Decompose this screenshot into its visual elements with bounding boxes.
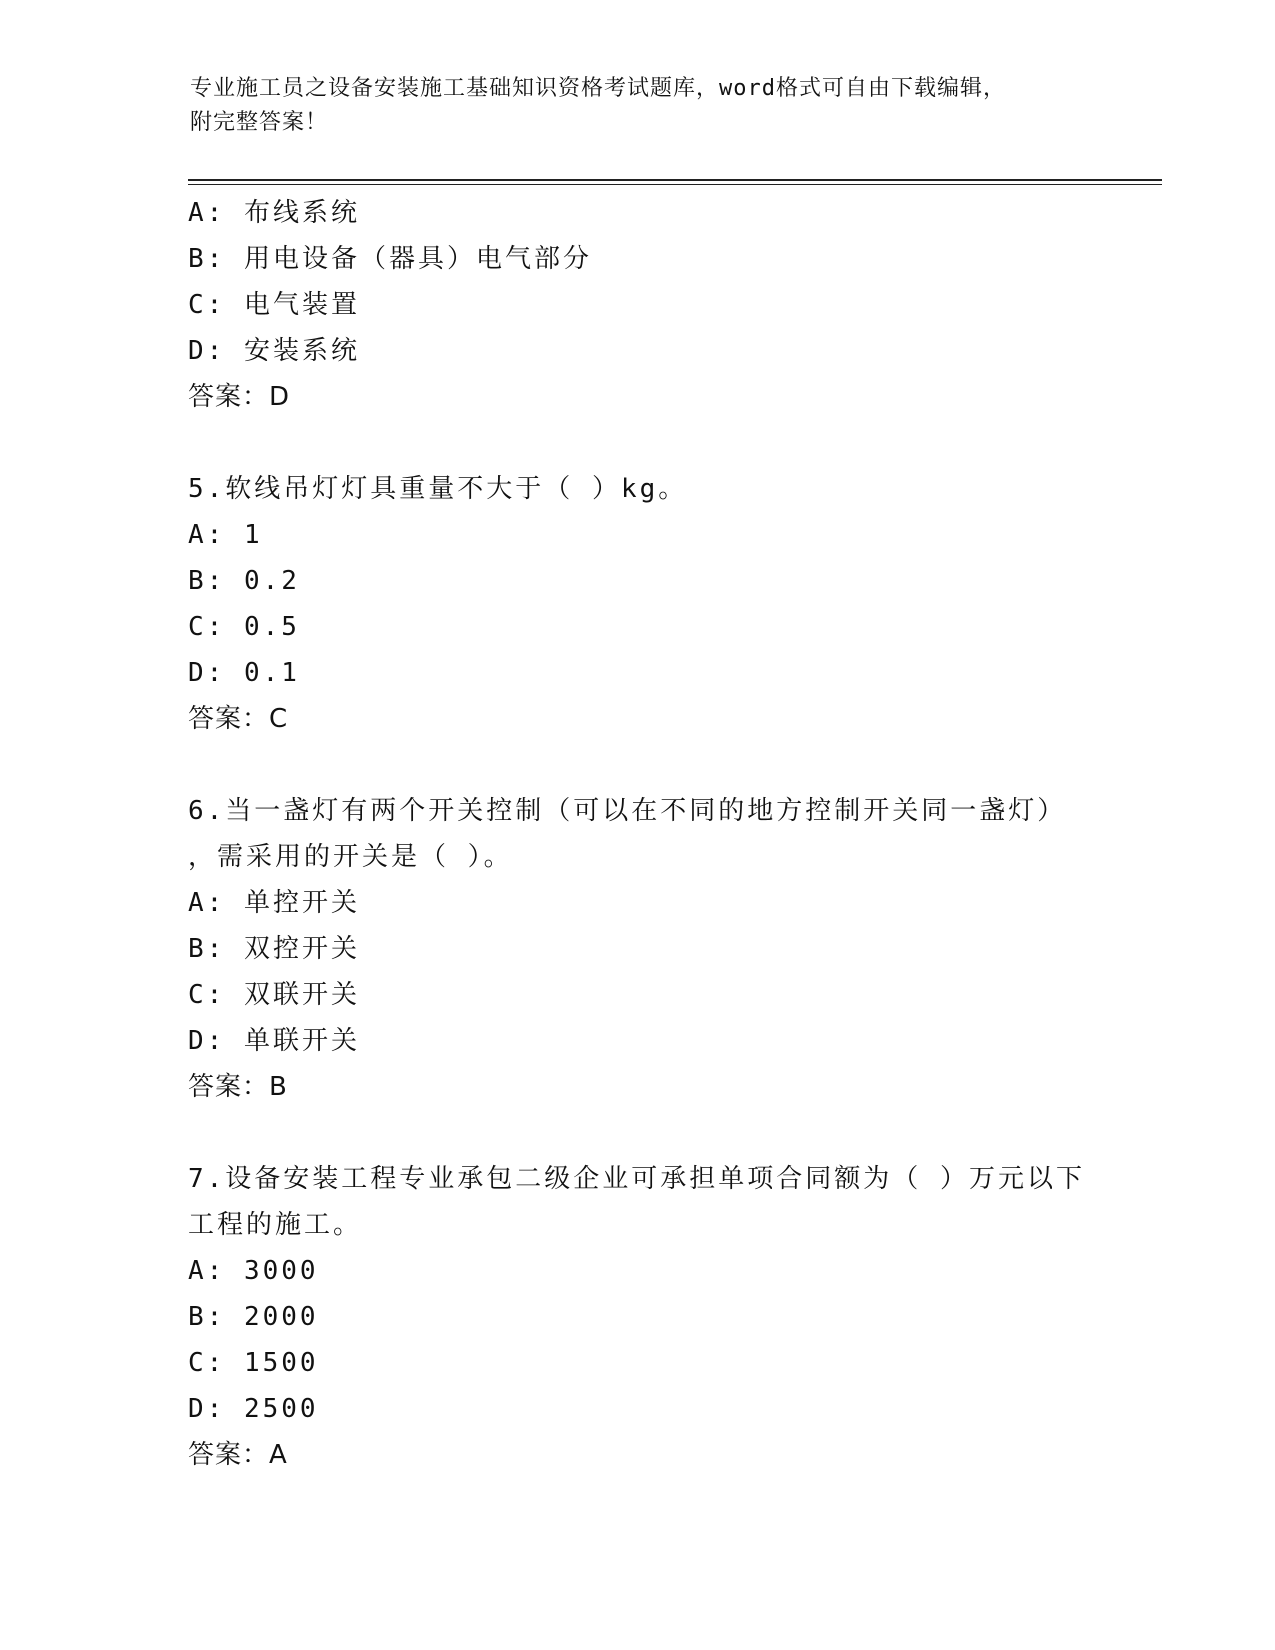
question-6 [188, 788, 1088, 1110]
option-c: C: 双联开关 [188, 980, 360, 1010]
option-c: C: 1500 [188, 1348, 319, 1378]
question-stem: 7.设备安装工程专业承包二级企业可承担单项合同额为（ ）万元以下 [188, 1164, 1085, 1194]
header-line-1: 专业施工员之设备安装施工基础知识资格考试题库，word格式可自由下载编辑， [190, 76, 1006, 101]
answer-line: 答案：D [188, 382, 291, 412]
option-b: B: 用电设备（器具）电气部分 [188, 244, 592, 274]
question-4 [188, 190, 1088, 420]
document-header [190, 72, 1070, 140]
option-b: B: 2000 [188, 1302, 319, 1332]
question-stem: 5.软线吊灯灯具重量不大于（ ）kg。 [188, 474, 688, 504]
option-a: A: 3000 [188, 1256, 319, 1286]
question-stem-continued: ，需采用的开关是（ ）。 [188, 842, 513, 872]
spacer [188, 420, 1088, 466]
header-divider-thick [188, 179, 1162, 181]
option-c: C: 0.5 [188, 612, 300, 642]
option-a: A: 布线系统 [188, 198, 360, 228]
question-5 [188, 466, 1088, 742]
option-c: C: 电气装置 [188, 290, 360, 320]
option-b: B: 双控开关 [188, 934, 360, 964]
question-stem-continued: 工程的施工。 [188, 1210, 363, 1240]
option-d: D: 单联开关 [188, 1026, 360, 1056]
option-b: B: 0.2 [188, 566, 300, 596]
header-divider-thin [188, 184, 1162, 185]
answer-line: 答案：B [188, 1072, 288, 1102]
answer-line: 答案：A [188, 1440, 288, 1470]
header-line-2: 附完整答案！ [190, 110, 329, 135]
question-list [188, 190, 1088, 1478]
spacer [188, 742, 1088, 788]
spacer [188, 1110, 1088, 1156]
option-d: D: 安装系统 [188, 336, 360, 366]
question-stem: 6.当一盏灯有两个开关控制（可以在不同的地方控制开关同一盏灯） [188, 796, 1067, 826]
answer-line: 答案：C [188, 704, 289, 734]
option-d: D: 2500 [188, 1394, 319, 1424]
option-a: A: 单控开关 [188, 888, 360, 918]
option-a: A: 1 [188, 520, 263, 550]
question-7 [188, 1156, 1088, 1478]
option-d: D: 0.1 [188, 658, 300, 688]
